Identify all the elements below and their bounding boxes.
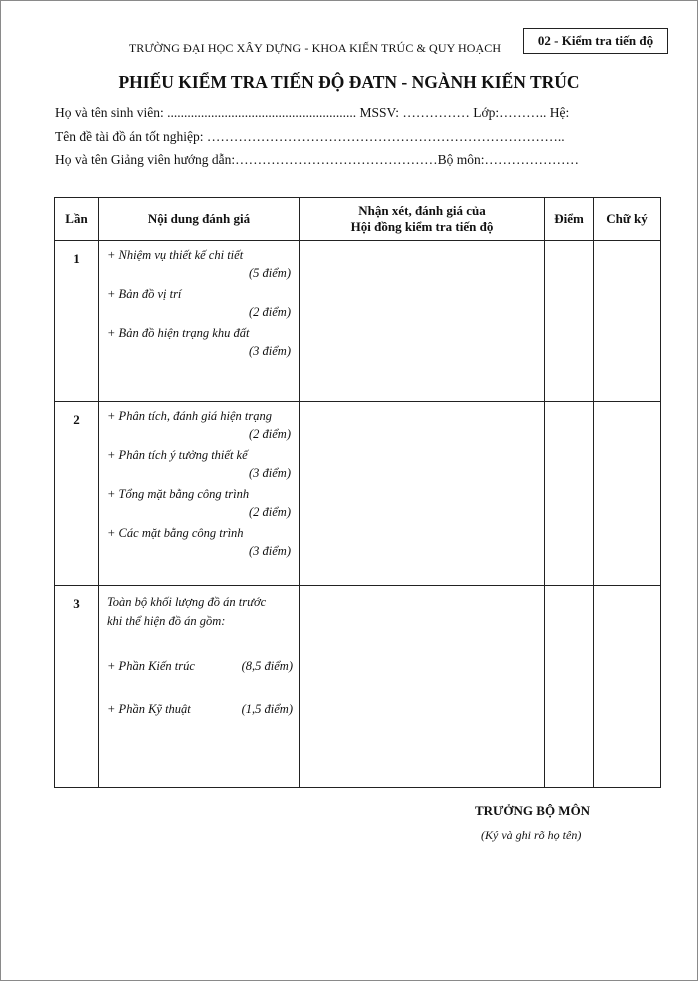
item-text: + Phân tích ý tưởng thiết kế bbox=[107, 448, 248, 462]
list-item bbox=[107, 659, 295, 674]
row-number: 2 bbox=[55, 402, 99, 586]
list-item bbox=[107, 326, 295, 359]
content-cell bbox=[99, 402, 300, 586]
item-text: + Bản đồ hiện trạng khu đất bbox=[107, 326, 250, 340]
score-cell[interactable] bbox=[545, 586, 594, 788]
item-text: + Phân tích, đánh giá hiện trạng bbox=[107, 409, 273, 423]
col-header-review bbox=[300, 198, 545, 241]
review-cell[interactable] bbox=[300, 241, 545, 402]
signature-cell[interactable] bbox=[594, 241, 661, 402]
row3-intro bbox=[107, 593, 295, 631]
list-item bbox=[107, 526, 295, 559]
col-header-content: Nội dung đánh giá bbox=[99, 198, 300, 241]
col-header-review-line2: Hội đồng kiểm tra tiến độ bbox=[350, 219, 494, 234]
list-item bbox=[107, 702, 295, 717]
item-points: (3 điểm) bbox=[249, 466, 291, 480]
row3-intro-line2: khi thể hiện đồ án gồm: bbox=[107, 614, 226, 628]
form-code-box: 02 - Kiểm tra tiến độ bbox=[523, 28, 668, 54]
part-points: (1,5 điểm) bbox=[241, 702, 293, 716]
item-text: + Bản đồ vị trí bbox=[107, 287, 182, 301]
signature-note: (Ký và ghi rõ họ tên) bbox=[481, 828, 582, 842]
item-text: + Tổng mặt bằng công trình bbox=[107, 487, 250, 501]
item-points: (2 điểm) bbox=[249, 305, 291, 319]
col-header-score: Điểm bbox=[545, 198, 594, 241]
row-number: 3 bbox=[55, 586, 99, 788]
list-item bbox=[107, 287, 295, 320]
content-cell bbox=[99, 586, 300, 788]
list-item bbox=[107, 487, 295, 520]
row-number: 1 bbox=[55, 241, 99, 402]
evaluation-table bbox=[54, 197, 661, 788]
item-points: (3 điểm) bbox=[249, 544, 291, 558]
advisor-info-line: Họ và tên Giảng viên hướng dẫn:………………………………………Bộ môn:………………… bbox=[55, 152, 580, 167]
col-header-review-line1: Nhận xét, đánh giá của bbox=[358, 203, 486, 218]
score-cell[interactable] bbox=[545, 402, 594, 586]
review-cell[interactable] bbox=[300, 402, 545, 586]
list-item bbox=[107, 448, 295, 481]
col-header-lan: Lần bbox=[55, 198, 99, 241]
student-info-line: Họ và tên sinh viên: ........................................................ MSSV: …………… Lớp:……….. Hệ: bbox=[55, 105, 570, 120]
item-points: (5 điểm) bbox=[249, 266, 291, 280]
item-text: + Nhiệm vụ thiết kế chi tiết bbox=[107, 248, 244, 262]
list-item bbox=[107, 409, 295, 442]
table-header-row bbox=[55, 198, 661, 241]
part-text: + Phần Kỹ thuật bbox=[107, 702, 191, 716]
form-title: PHIẾU KIỂM TRA TIẾN ĐỘ ĐATN - NGÀNH KIẾN TRÚC bbox=[118, 72, 580, 92]
item-points: (2 điểm) bbox=[249, 427, 291, 441]
item-points: (2 điểm) bbox=[249, 505, 291, 519]
col-header-signature: Chữ ký bbox=[594, 198, 661, 241]
item-text: + Các mặt bằng công trình bbox=[107, 526, 244, 540]
thesis-topic-line: Tên đề tài đồ án tốt nghiệp: …………………………………………………………………….. bbox=[55, 129, 565, 144]
row3-intro-line1: Toàn bộ khối lượng đồ án trước bbox=[107, 595, 267, 609]
part-points: (8,5 điểm) bbox=[241, 659, 293, 673]
part-text: + Phần Kiến trúc bbox=[107, 659, 195, 673]
review-cell[interactable] bbox=[300, 586, 545, 788]
content-cell bbox=[99, 241, 300, 402]
score-cell[interactable] bbox=[545, 241, 594, 402]
table-row bbox=[55, 241, 661, 402]
item-points: (3 điểm) bbox=[249, 344, 291, 358]
table-row bbox=[55, 586, 661, 788]
list-item bbox=[107, 248, 295, 281]
school-header: TRƯỜNG ĐẠI HỌC XÂY DỰNG - KHOA KIẾN TRÚC & QUY HOẠCH bbox=[128, 41, 502, 55]
signature-title: TRƯỞNG BỘ MÔN bbox=[475, 803, 591, 818]
signature-cell[interactable] bbox=[594, 402, 661, 586]
signature-cell[interactable] bbox=[594, 586, 661, 788]
table-row bbox=[55, 402, 661, 586]
